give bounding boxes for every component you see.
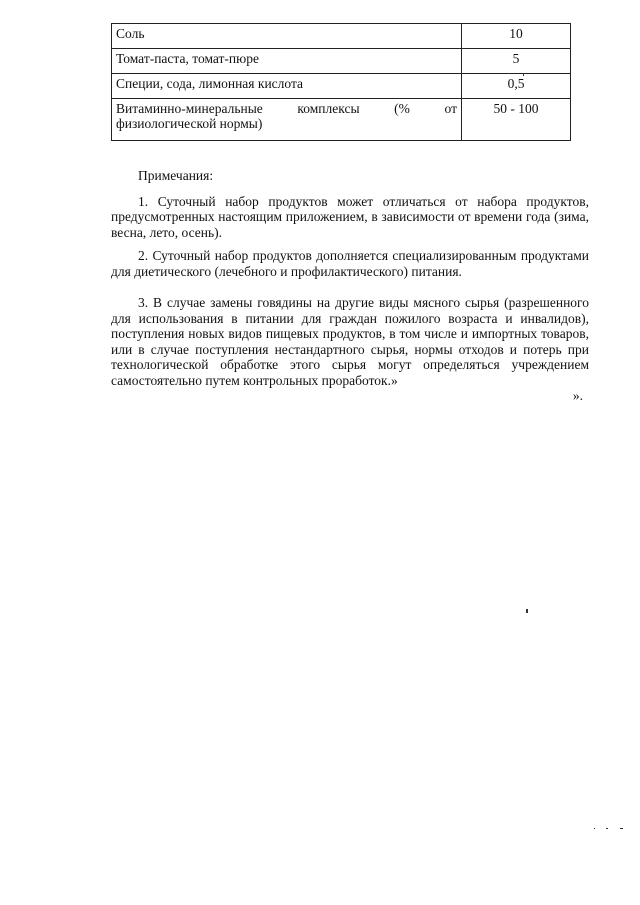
table-cell-name: Соль: [112, 24, 462, 49]
table-row: [112, 49, 571, 74]
table-row: [112, 99, 571, 141]
scan-speck: [523, 73, 524, 76]
note-paragraph: 1. Суточный набор продуктов может отличаться от набора продуктов, предусмотренных настоящим приложением, в зависимости от времени года (зима, весна, лето, осень).: [111, 193, 589, 240]
scan-speck: [606, 828, 608, 829]
cell-word: комплексы: [297, 101, 360, 116]
scan-speck: [526, 609, 528, 613]
notes-title: Примечания:: [138, 168, 214, 183]
closing-quote: ».: [572, 388, 583, 403]
table-cell-name: [112, 99, 462, 141]
notes-section: [111, 168, 589, 404]
note-paragraph: 2. Суточный набор продуктов дополняется специализированным продуктами для диетического (лечебного и профилактического) питания.: [111, 248, 589, 279]
cell-word: от: [444, 101, 457, 116]
table-cell-value: 5: [462, 49, 571, 74]
cell-line-2: физиологической нормы): [116, 116, 263, 131]
table-cell-name: Томат-паста, томат-пюре: [112, 49, 462, 74]
table-row: [112, 74, 571, 99]
table-cell-value: 0,5: [462, 74, 571, 99]
table-row: [112, 24, 571, 49]
table-cell-value: 50 - 100: [462, 99, 571, 141]
cell-line-1: [116, 101, 457, 116]
cell-word: (%: [394, 101, 410, 116]
table-cell-name: Специи, сода, лимонная кислота: [112, 74, 462, 99]
note-paragraph: 3. В случае замены говядины на другие виды мясного сырья (разрешенного для использования в питании для граждан пожилого возраста и инвалидов), поступления новых видов пищевых продуктов, в том числе и импортных товаров, или в случае поступления нестандартного сырья, нормы отходов и потерь при технологической обработке этого сырья могут определяться учреждением самостоятельно путем контрольных проработок.»: [111, 295, 589, 388]
table-cell-value: 10: [462, 24, 571, 49]
norms-table: [111, 23, 571, 141]
scan-speck: [594, 828, 595, 829]
scan-speck: [620, 828, 623, 829]
cell-word: Витаминно-минеральные: [116, 101, 263, 116]
